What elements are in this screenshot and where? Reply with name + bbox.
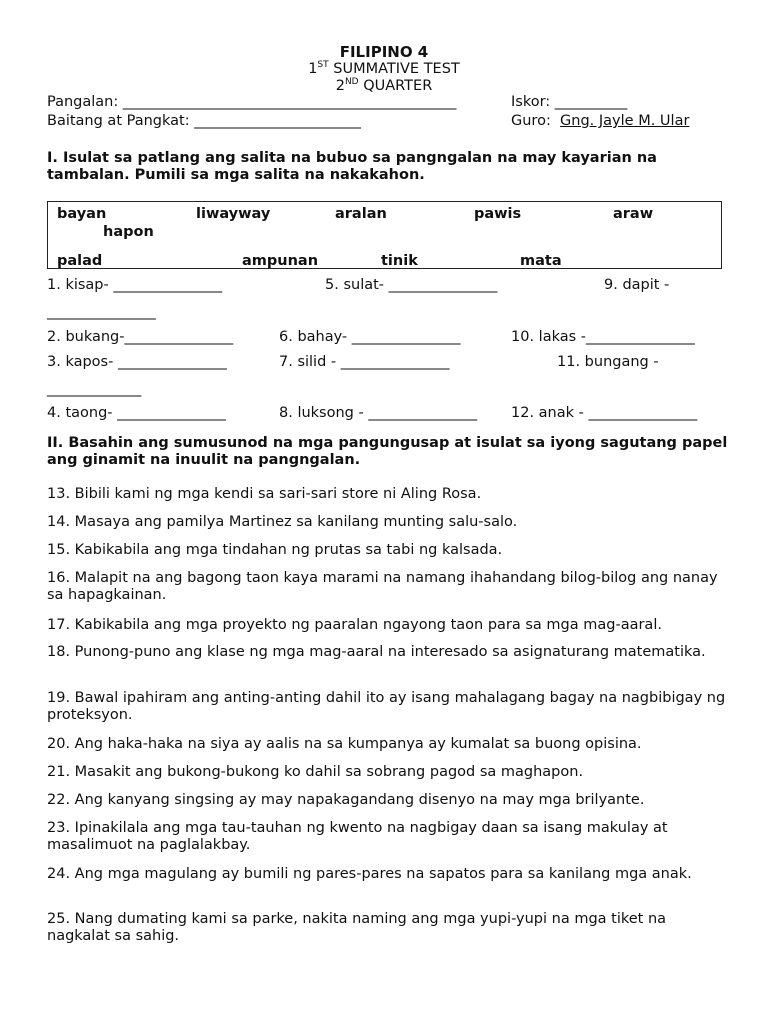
word-option: palad <box>57 253 103 269</box>
question-item: 23. Ipinakilala ang mga tau-tauhan ng kwento na nagbigay daan sa isang makulay at masalimuot na paglalakbay. <box>47 820 668 853</box>
fill-item-continuation: _____________ <box>47 381 142 397</box>
quarter-number: 2 <box>335 78 345 94</box>
question-item: 25. Nang dumating kami sa parke, nakita naming ang mga yupi-yupi na mga tiket na nagkalat sa sahig. <box>47 911 667 944</box>
fill-item: 5. sulat- _______________ <box>325 277 498 293</box>
fill-item: 1. kisap- _______________ <box>47 277 223 293</box>
fill-item: 2. bukang-_______________ <box>47 329 234 345</box>
quarter-suffix: ND <box>344 77 359 87</box>
word-option: tinik <box>381 253 418 269</box>
fill-item: 10. lakas -_______________ <box>511 329 695 345</box>
question-item: 20. Ang haka-haka na siya ay aalis na sa kumpanya ay kumalat sa buong opisina. <box>47 736 642 752</box>
word-option: liwayway <box>196 206 271 222</box>
fill-item: 12. anak - _______________ <box>511 405 698 421</box>
fill-item: 4. taong- _______________ <box>47 405 226 421</box>
question-item: 18. Punong-puno ang klase ng mga mag-aaral na interesado sa asignaturang matematika. <box>47 644 706 660</box>
word-box <box>47 201 722 269</box>
test-subject-title: FILIPINO 4 <box>339 43 429 61</box>
question-item: 13. Bibili kami ng mga kendi sa sari-sari store ni Aling Rosa. <box>47 486 482 502</box>
guro-name: Gng. Jayle M. Ular <box>560 113 690 129</box>
test-number: 1 <box>308 61 318 77</box>
question-item: 16. Malapit na ang bagong taon kaya marami na namang ihahandang bilog-bilog ang nanay sa hapagkainan. <box>47 570 718 603</box>
word-option: bayan <box>57 206 107 222</box>
fill-item: 8. luksong - _______________ <box>279 405 478 421</box>
test-type-title <box>0 61 768 77</box>
quarter-title <box>0 78 768 94</box>
fill-item: 11. bungang - <box>557 354 659 370</box>
fill-item: 9. dapit - <box>604 277 670 293</box>
question-item: 19. Bawal ipahiram ang anting-anting dahil ito ay isang mahalagang bagay na nagbibigay ng proteksyon. <box>47 690 726 723</box>
fill-item: 6. bahay- _______________ <box>279 329 461 345</box>
baitang-field: Baitang at Pangkat: _______________________ <box>47 113 361 129</box>
quarter-text: QUARTER <box>358 78 433 94</box>
guro-field <box>511 113 689 129</box>
word-option: ampunan <box>242 253 319 269</box>
test-type-text: SUMMATIVE TEST <box>328 61 460 77</box>
part1-instruction: I. Isulat sa patlang ang salita na bubuo sa pangngalan na may kayarian na tambalan. Pumili sa mga salita na nakakahon. <box>47 150 657 183</box>
question-item: 21. Masakit ang bukong-bukong ko dahil sa sobrang pagod sa maghapon. <box>47 764 584 780</box>
word-option: mata <box>520 253 562 269</box>
fill-item-continuation: _______________ <box>47 304 156 320</box>
word-option: aralan <box>335 206 387 222</box>
guro-label: Guro: <box>511 113 551 129</box>
question-item: 24. Ang mga magulang ay bumili ng pares-pares na sapatos para sa kanilang mga anak. <box>47 866 692 882</box>
fill-item: 3. kapos- _______________ <box>47 354 227 370</box>
word-option: araw <box>613 206 654 222</box>
pangalan-field: Pangalan: ______________________________________________ <box>47 94 457 110</box>
question-item: 22. Ang kanyang singsing ay may napakagandang disenyo na may mga brilyante. <box>47 792 645 808</box>
part2-instruction: II. Basahin ang sumusunod na mga pangungusap at isulat sa iyong sagutang papel ang ginamit na inuulit na pangngalan. <box>47 435 728 468</box>
question-item: 17. Kabikabila ang mga proyekto ng paaralan ngayong taon para sa mga mag-aaral. <box>47 617 662 633</box>
fill-item: 7. silid - _______________ <box>279 354 450 370</box>
word-option: pawis <box>474 206 522 222</box>
iskor-field: Iskor: __________ <box>511 94 628 110</box>
word-option: hapon <box>103 224 154 240</box>
test-number-suffix: ST <box>317 60 329 70</box>
question-item: 14. Masaya ang pamilya Martinez sa kanilang munting salu-salo. <box>47 514 518 530</box>
question-item: 15. Kabikabila ang mga tindahan ng prutas sa tabi ng kalsada. <box>47 542 503 558</box>
